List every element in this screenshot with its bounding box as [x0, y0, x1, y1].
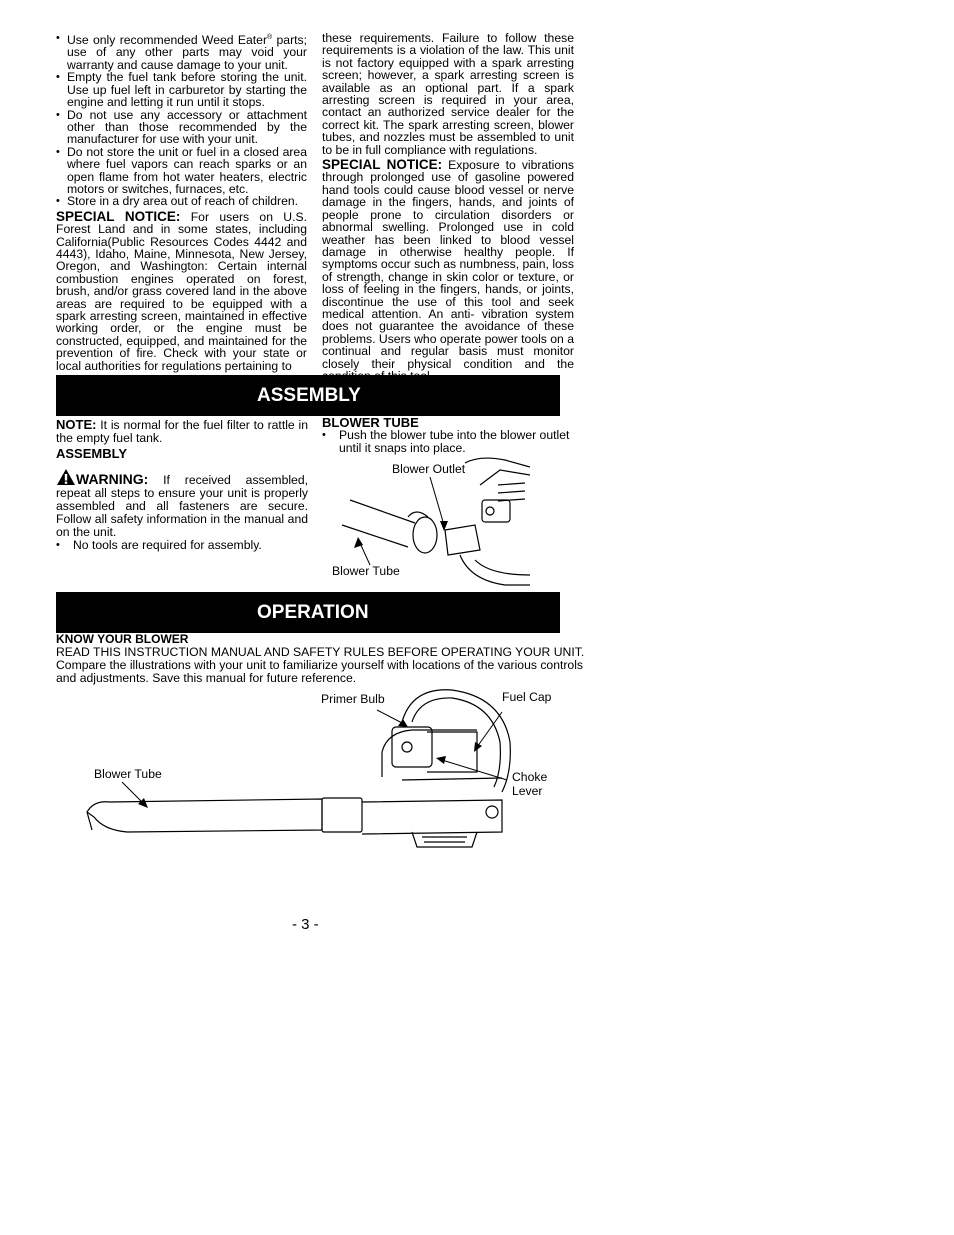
- page-number: - 3 -: [292, 916, 319, 933]
- blower-tube-bullet-list: [322, 429, 577, 455]
- operation-intro-text: READ THIS INSTRUCTION MANUAL AND SAFETY RULES BEFORE OPERATING YOUR UNIT. Compare the illustrations with your unit to familiarize yourself with locations of the various controls and adjustments. Save this manual for future reference.: [56, 645, 585, 685]
- label-primer-bulb: Primer Bulb: [321, 692, 385, 706]
- special-notice-forest: SPECIAL NOTICE: For users on U.S. Forest Land and in some states, including California(Public Resources Codes 4442 and 4443), Idaho, Maine, Minnesota, New Jersey, Oregon, and Washington: Certain internal combustion engines operated on forest, brush, and/or grass covered land in the above areas are required to be equipped with a spark arresting screen, maintained in effective working order, or the engine must be constructed, equipped, and maintained for the prevention of fire. Check with your state or local authorities for regulations pertaining to: [56, 208, 307, 373]
- list-item: • No tools are required for assembly.: [56, 539, 308, 552]
- assembly-banner: [56, 375, 560, 416]
- left-column: [56, 32, 307, 372]
- blower-tube-block: [322, 416, 577, 455]
- list-item: • Push the blower tube into the blower outlet until it snaps into place.: [322, 429, 577, 455]
- label-choke-line-2: Lever: [512, 784, 543, 798]
- assembly-warning: WARNING: If received assembled, repeat all steps to ensure your unit is properly assembled and all fasteners are secure. Follow all safety information in the manual and on the unit.: [56, 466, 308, 539]
- assembly-heading: ASSEMBLY: [56, 446, 128, 461]
- operation-banner: [56, 592, 560, 633]
- special-notice-vibration: SPECIAL NOTICE: Exposure to vibrations through prolonged use of gasoline powered hand tools could cause blood vessel or nerve damage in the fingers, hands, and joints of people prone to circulation disorders or abnormal swelling. Prolonged use in cold weather has been linked to blood vessel damage in otherwise healthy people. If symptoms occur such as numbness, pain, loss of strength, change in skin color or texture, or loss of feeling in the fingers, hands, or joints, discontinue the use of this tool and seek medical attention. An anti- vibration system does not guarantee the avoidance of these problems. Users who operate power tools on a continual and regular basis must monitor closely their physical condition and the: [322, 157, 575, 371]
- list-item: • Store in a dry area out of reach of children.: [56, 195, 307, 207]
- operation-banner-title: OPERATION: [257, 602, 369, 623]
- label-choke-line-1: Choke: [512, 770, 548, 784]
- assembly-bullet-list: [56, 539, 308, 552]
- list-item: • Use only recommended Weed Eater® parts; use of any other parts may void your warranty and cause damage to your unit.: [56, 32, 307, 71]
- warning-triangle-icon: [56, 468, 76, 486]
- label-blower-outlet: Blower Outlet: [392, 462, 466, 476]
- list-item: • Empty the fuel tank before storing the unit. Use up fuel left in carburetor by starting the engine and letting it run until it stops.: [56, 71, 307, 108]
- spark-arrester-text: these requirements. Failure to follow these requirements is a violation of the law. This unit is not factory equipped with a spark arresting screen; however, a spark arresting screen is available as an optional part. If a spark arresting screen is required in your area, contact an authorized service dealer for the correct kit. The spark arresting screen, blower tubes, and nozzles must be assembled to unit to be in full compliance with regulations.: [322, 31, 574, 157]
- right-column: [322, 32, 574, 382]
- list-item: • Do not store the unit or fuel in a closed area where fuel vapors can reach sparks or an open flame from hot water heaters, electric motors or switches, furnaces, etc.: [56, 146, 307, 196]
- label-blower-tube-operation: Blower Tube: [94, 767, 162, 781]
- know-your-blower-heading: KNOW YOUR BLOWER: [56, 632, 189, 646]
- fuel-filter-note: NOTE: It is normal for the fuel filter to rattle in the empty fuel tank.: [56, 417, 308, 445]
- label-blower-tube-assembly: Blower Tube: [332, 564, 400, 578]
- label-fuel-cap: Fuel Cap: [502, 690, 552, 704]
- assembly-banner-title: ASSEMBLY: [257, 385, 361, 406]
- assembly-left-block: [56, 418, 308, 552]
- storage-bullet-list: [56, 32, 307, 208]
- operation-intro-block: [56, 633, 590, 685]
- blower-tube-heading: BLOWER TUBE: [322, 415, 419, 430]
- list-item: • Do not use any accessory or attachment other than those recommended by the manufacturer for use with your unit.: [56, 109, 307, 146]
